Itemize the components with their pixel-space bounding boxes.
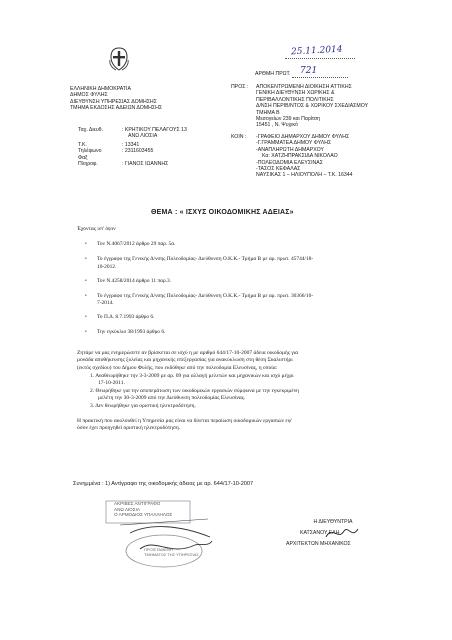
bullet-icon: • (85, 315, 87, 321)
contact-value: : 13341 (122, 141, 140, 148)
numbered-text: 2. Θεωρήθηκε για την αποπεράτωση των οικοδομικών εργασιών σύμφωνα με την εγκεκριμένη (90, 387, 300, 394)
bullet-text: Την εγκύκλιο 38/1993 άρθρο 6. (97, 328, 166, 335)
signature-role: ΑΡΧΙΤΕΚΤΩΝ ΜΗΧΑΝΙΚΟΣ (286, 541, 351, 547)
bullet-text: 7-2014. (97, 300, 114, 307)
stamp-text: ΤΜΗΜΑΤΟΣ ΤΗΣ ΥΠΗΡΕΣΙΑΣ (144, 552, 199, 557)
issuer-line: ΕΛΛΗΝΙΚΗ ΔΗΜΟΚΡΑΤΙΑ (70, 86, 131, 92)
body-line: Ζητάμε να μας ενημερώσετε αν βρίσκεται σε ισχύ η με αριθμό 644/17-10-2007 άδεια οικοδομής για (77, 350, 299, 356)
bullet-icon: • (85, 242, 87, 247)
recipient-line: ΤΜΗΜΑ Β (256, 109, 280, 116)
contact-value: : 2311603455 (122, 148, 154, 155)
list-item (85, 293, 381, 308)
handwritten-date: 25.11.2014 (290, 44, 343, 58)
numbered-item (90, 403, 390, 410)
recipient-line: Δ/ΝΣΗ ΠΕΡΙΒ/ΝΤΟΣ & ΧΩΡΙΚΟΥ ΣΧΕΔΙΑΣΜΟΥ (256, 103, 369, 110)
bullet-text: Το Π.Δ. 8.7.1993 άρθρο 6. (97, 314, 155, 321)
signature-title: Η ΔΙΕΥΘΥΝΤΡΙΑ (313, 519, 353, 525)
numbered-text: μελέτη την 30-3-2009 από την Διεύθυνση πολεοδομίας Ελευσίνας. (98, 395, 246, 402)
cc-line: -Γ.ΓΡΑΜΜΑΤΕΑ ΔΗΜΟΥ ΦΥΛΗΣ (256, 140, 332, 147)
body-line: (εκτός σχεδίου) του Δήμου Φυλής, που εκδόθηκε από την πολεοδομία Ελευσίνας, η οποία: (77, 364, 278, 371)
to-block (256, 84, 368, 129)
recipient-line: Μεσογείων 239 και Παρίτση (256, 116, 320, 123)
signature-name: ΚΑΤΣΑΝΟΥ ΕΛΗ (300, 530, 340, 536)
numbered-text: 3. Δεν θεωρήθηκε για οριστική ηλεκτροδότηση. (90, 402, 196, 409)
issuer-line: ΔΙΕΥΘΥΝΣΗ ΥΠΗΡΕΣΙΑΣ ΔΟΜΗΣΗΣ (70, 98, 157, 105)
body-line: μονάδα αποθήκευσης ξυλείας και μηχανικής επεξεργασίας για ανακύκλωση στη θέση Σκαλιστήρι (77, 357, 293, 364)
contact-value: : ΚΡΗΤΙΚΟΥ ΠΕΛΑΓΟΥΣ 13 (122, 127, 187, 133)
list-item (85, 314, 381, 321)
contact-label: Πληροφ. (78, 161, 98, 168)
issuer-line: ΔΗΜΟΣ ΦΥΛΗΣ (70, 92, 108, 99)
contact-block (78, 127, 187, 167)
closing-line: Η πρακτική που ακολουθεί η Υπηρεσία μας είναι να δίνεται περαίωση οικοδομικών εργασιών εφ' (77, 418, 292, 424)
list-item (85, 329, 381, 336)
cc-line: Κα: ΧΑΤΖΗΠΡΑΚΣΙΔΑ ΝΙΚΟΛΑΟ (262, 153, 338, 160)
protocol-underline (292, 77, 348, 78)
bullet-icon: • (85, 293, 87, 299)
list-item (85, 278, 381, 285)
numbered-list (90, 373, 390, 410)
considering-label: Έχοντας υπ' όψιν (77, 226, 116, 232)
bullet-list (85, 241, 381, 336)
official-stamp (100, 497, 228, 569)
contact-label: Τ.Κ. (78, 141, 87, 148)
contact-label: Φαξ (78, 154, 88, 161)
bullet-icon: • (85, 329, 87, 335)
bullet-text: Το έγγραφο της Γενικής Δ/νσης Πολεοδομίας- Διεύθυνση Ο.Κ.Κ.- Τμήμα Β με αρ. πρωτ. 45744/18- (97, 256, 314, 263)
bullet-icon: • (85, 279, 87, 285)
stamp-text: Ο ΑΡΜΟΔΙΟΣ ΥΠΑΛΛΗΛΟΣ (114, 512, 173, 518)
numbered-text: 1. Αναθεωρήθηκε την 3-3-2009 με αρ. 09 για αλλαγή μελετών και μηχανικών και ισχύ μέχρι (90, 373, 294, 379)
to-label: ΠΡΟΣ : (231, 84, 249, 90)
stamp-text: ΑΝΩ ΛΙΟΣΙΑ (114, 506, 140, 512)
recipient-line: ΑΠΟΚΕΝΤΡΩΜΕΝΗ ΔΙΟΙΚΗΣΗ ΑΤΤΙΚΗΣ (256, 84, 352, 90)
cc-block (256, 134, 353, 179)
contact-label: Τηλέφωνο (78, 148, 102, 155)
handwritten-signature (324, 523, 364, 543)
contact-label: Ταχ. Διευθ. (78, 127, 104, 133)
bullet-icon: • (85, 257, 87, 263)
stamp-text: ΠΡΟΪΣΤΑΜΕΝΗ (144, 547, 173, 552)
recipient-line: ΓΕΝΙΚΗ ΔΙΕΥΘΥΝΣΗ ΧΩΡΙΚΗΣ & (256, 90, 335, 97)
recipient-line: 15451 , Ν. Ψυχικό (256, 122, 298, 129)
issuer-block (70, 86, 162, 112)
protocol-number: 721 (300, 66, 318, 76)
contact-value: ΑΝΩ ΛΙΟΣΙΑ (128, 133, 158, 140)
list-item (85, 241, 381, 248)
list-item (85, 256, 381, 271)
attachment-line: Συνημμένα : 1) Αντίγραφο της οικοδομικής άδειας με αρ. 644/17-10-2007 (73, 481, 254, 487)
cc-line: -ΠΟΛΕΟΔΟΜΙΑ ΕΛΕΥΣΙΝΑΣ (256, 159, 323, 166)
closing-line: όσον έχει προηγηθεί οριστική ηλεκτροδότηση. (77, 425, 181, 432)
subject-title: ΘΕΜΑ : « ΙΣΧΥΣ ΟΙΚΟΔΟΜΙΚΗΣ ΑΔΕΙΑΣ» (151, 209, 294, 216)
bullet-text: Τον Ν.4258/2014 άρθρο 11 παρ.3. (97, 278, 172, 285)
contact-value: : ΓΙΑΝΟΣ ΙΩΑΝΝΗΣ (122, 161, 169, 168)
body-paragraph (77, 350, 387, 372)
cc-line: ΝΑΥΣΙΚΑΣ 1 – ΗΛΙΟΥΠΟΛΗ – Τ.Κ. 16344 (256, 172, 353, 179)
date-underline (285, 58, 355, 59)
bullet-text: Τον Ν.4067/2012 άρθρο 29 παρ. 5α. (97, 241, 176, 247)
recipient-line: ΠΕΡΙΒΑΛΛΟΝΤΙΚΗΣ ΠΟΛΙΤΙΚΗΣ (256, 96, 334, 103)
cc-line: -ΓΡΑΦΕΙΟ ΔΗΜΑΡΧΟΥ ΔΗΜΟΥ ΦΥΛΗΣ (256, 134, 350, 140)
greek-coat-of-arms-icon (108, 46, 130, 72)
contact-label (78, 133, 128, 139)
protocol-label: ΑΡΘΜΗ ΠΡΩΤ. (255, 71, 291, 77)
numbered-text: 17-10-2011. (98, 380, 125, 387)
stamp-text: ΑΚΡΙΒΕΣ ΑΝΤΙΓΡΑΦΟ (114, 501, 161, 506)
numbered-item (90, 388, 390, 403)
bullet-text: 10-2012. (97, 263, 117, 270)
cc-line: -ΑΝΑΠΛΗΡΩΤΗ ΔΗΜΑΡΧΟΥ (256, 146, 324, 153)
closing-paragraph (77, 418, 292, 433)
bullet-text: Το έγγραφο της Γενικής Δ/νσης Πολεοδομίας- Διεύθυνση Ο.Κ.Κ.- Τμήμα Β με αρ. πρωτ. 30366/10- (97, 292, 314, 299)
issuer-line: ΤΜΗΜΑ ΕΚΔΟΣΗΣ ΑΔΕΙΩΝ ΔΟΜΗΣΗΣ (70, 105, 163, 112)
numbered-item (90, 373, 390, 388)
cc-label: ΚΟΙΝ : (231, 134, 247, 140)
cc-line: -ΤΑΣΟΣ ΚΕΦΑΛΑΣ (256, 166, 301, 173)
